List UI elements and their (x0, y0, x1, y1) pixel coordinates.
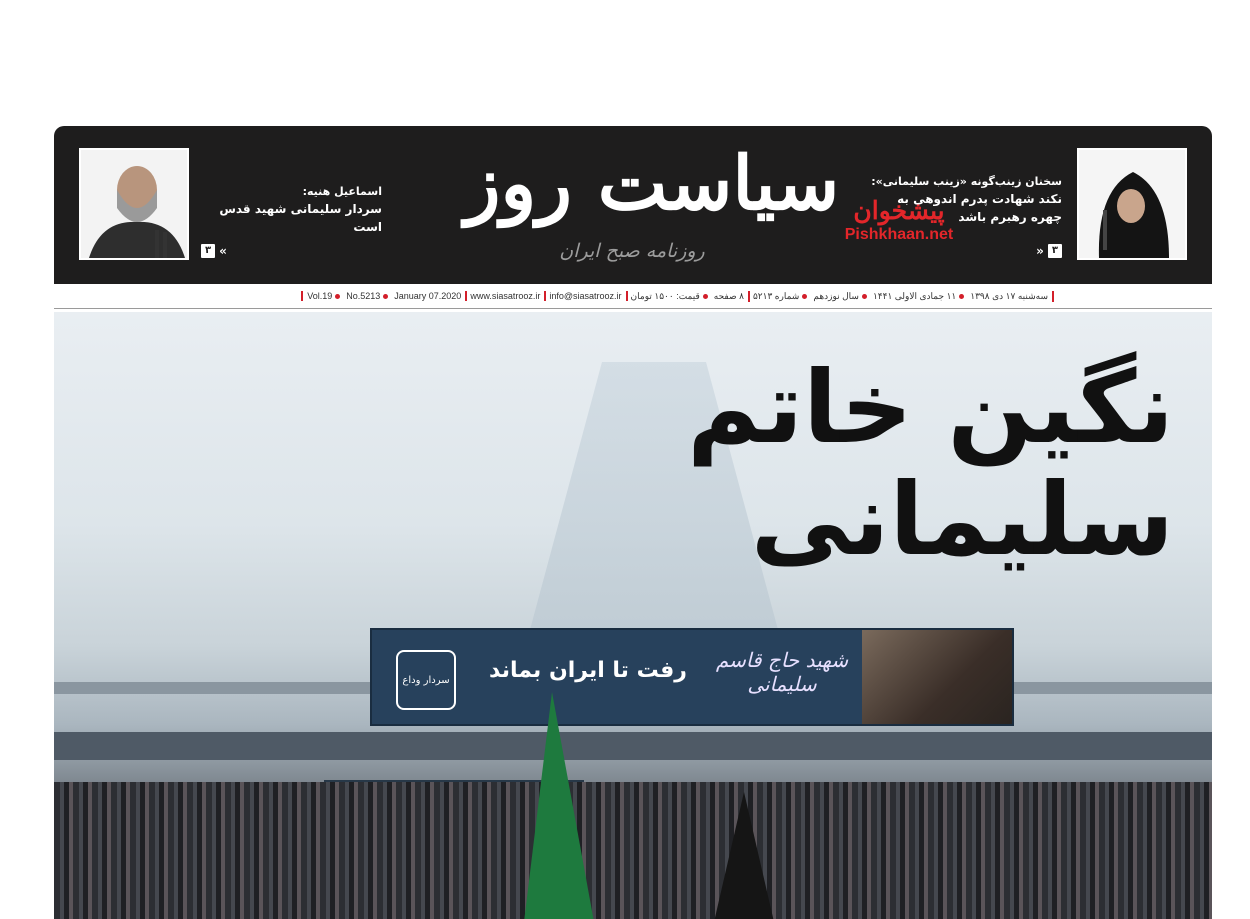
issue-date-hijri: ۱۱ جمادی الاولی ۱۴۴۱ (870, 291, 967, 302)
issue-date-fa: سه‌شنبه ۱۷ دی ۱۳۹۸ (967, 291, 1054, 302)
bullet-icon (802, 294, 807, 299)
memorial-banner (370, 628, 1014, 726)
page-number: ۳ (201, 244, 215, 258)
crowd (54, 782, 1212, 919)
banner-portrait (862, 630, 1012, 724)
main-headline (654, 349, 1174, 578)
banner-badge: سردار وداع (396, 650, 456, 710)
website[interactable]: www.siasatrooz.ir (467, 291, 546, 301)
banner-martyr-name: شهید حاج قاسم سلیمانی (715, 648, 849, 696)
masthead (54, 126, 1212, 284)
bullet-icon (862, 294, 867, 299)
right-teaser-kicker: سخنان زینب‌گونه «زینب سلیمانی»: (871, 175, 1062, 188)
issue-number-en: No.5213 (343, 291, 391, 301)
issue-year: سال نوزدهم (810, 291, 870, 302)
right-teaser-line2: چهره رهبرم باشد (958, 210, 1062, 224)
overpass (54, 732, 1212, 760)
watermark-en: Pishkhaan.net (844, 226, 954, 243)
portrait-illustration (1079, 150, 1185, 258)
issue-info-bar (54, 284, 1212, 309)
portrait-ismail-haniyeh (79, 148, 189, 260)
left-page-ref[interactable] (201, 244, 227, 258)
right-teaser[interactable] (852, 174, 1062, 226)
left-teaser-kicker: اسماعیل هنیه: (302, 185, 382, 198)
newspaper-subtitle: روزنامه صبح ایران (559, 240, 705, 262)
issue-info-items (269, 288, 1054, 304)
email[interactable]: info@siasatrooz.ir (546, 291, 627, 301)
issue-date-en: January 07.2020 (391, 291, 467, 301)
portrait-illustration (81, 150, 187, 258)
watermark-fa: پیشخوان (853, 196, 945, 225)
issue-number-fa: شماره ۵۲۱۳ (750, 291, 810, 302)
right-page-ref[interactable] (1036, 244, 1062, 258)
double-chevron-icon: » (1036, 244, 1044, 258)
bullet-icon (703, 294, 708, 299)
double-chevron-icon: « (219, 244, 227, 258)
banner-slogan: رفت تا ایران بماند (489, 658, 687, 683)
bullet-icon (959, 294, 964, 299)
cover-photo (54, 312, 1212, 919)
headline-line1: نگین خاتم (687, 349, 1174, 466)
bullet-icon (383, 294, 388, 299)
portrait-zeinab-soleimani (1077, 148, 1187, 260)
right-teaser-line1: نکند شهادت پدرم اندوهی به (897, 192, 1062, 206)
price: قیمت: ۱۵۰۰ تومان (628, 291, 711, 302)
headline-line2: سلیمانی (750, 461, 1174, 578)
page-count: ۸ صفحه (711, 291, 750, 302)
left-teaser[interactable] (202, 184, 382, 236)
newspaper-logo: سیاست روز (464, 141, 840, 227)
page-number: ۳ (1048, 244, 1062, 258)
bullet-icon (335, 294, 340, 299)
left-teaser-headline: سردار سلیمانی شهید قدس است (219, 202, 382, 234)
volume: Vol.19 (301, 291, 343, 301)
